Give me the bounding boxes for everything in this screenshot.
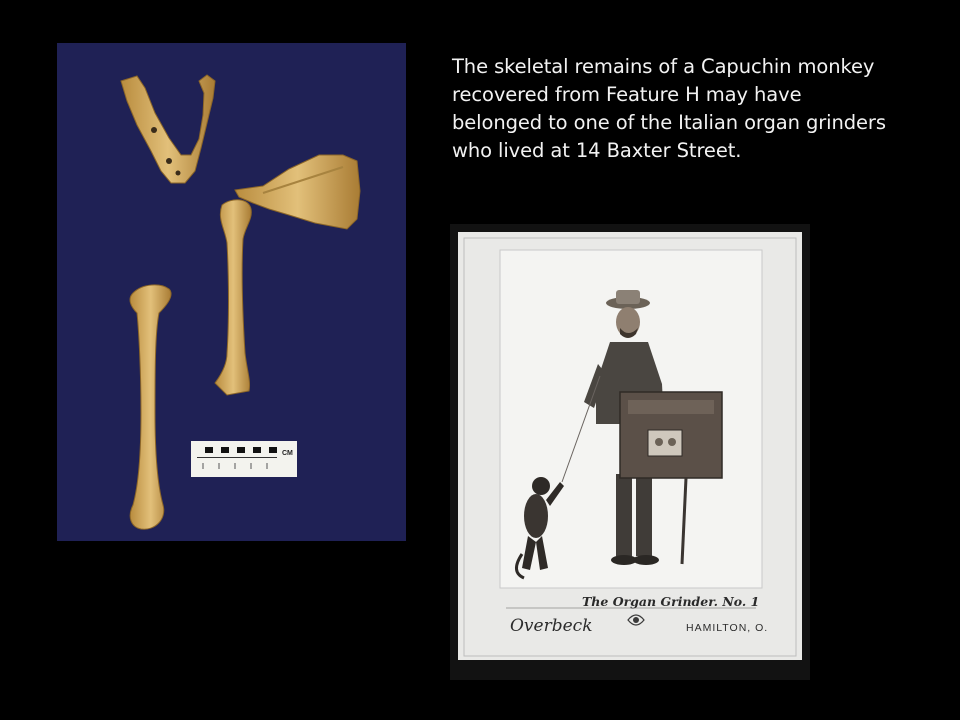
scapula-bone [235, 155, 360, 229]
bones-photo [57, 43, 406, 541]
femur-bone [130, 285, 171, 529]
mandible-bone [121, 75, 215, 183]
scale-bar [191, 441, 297, 477]
card-photo-title: The Organ Grinder. No. 1 [582, 594, 760, 609]
card-photo-maker: Overbeck [510, 616, 593, 636]
organ-grinder-illustration [450, 224, 810, 680]
slide-caption: The skeletal remains of a Capuchin monkey recovered from Feature H may have belonged to one of the Italian organ grinders who lived at 14 Baxter Street. [452, 55, 886, 162]
organ-grinder-photo [450, 224, 810, 680]
humerus-bone [215, 200, 251, 395]
bones-illustration [57, 43, 406, 541]
scale-bar-unit: CM [282, 450, 293, 457]
card-photo-city: HAMILTON, O. [686, 622, 769, 634]
